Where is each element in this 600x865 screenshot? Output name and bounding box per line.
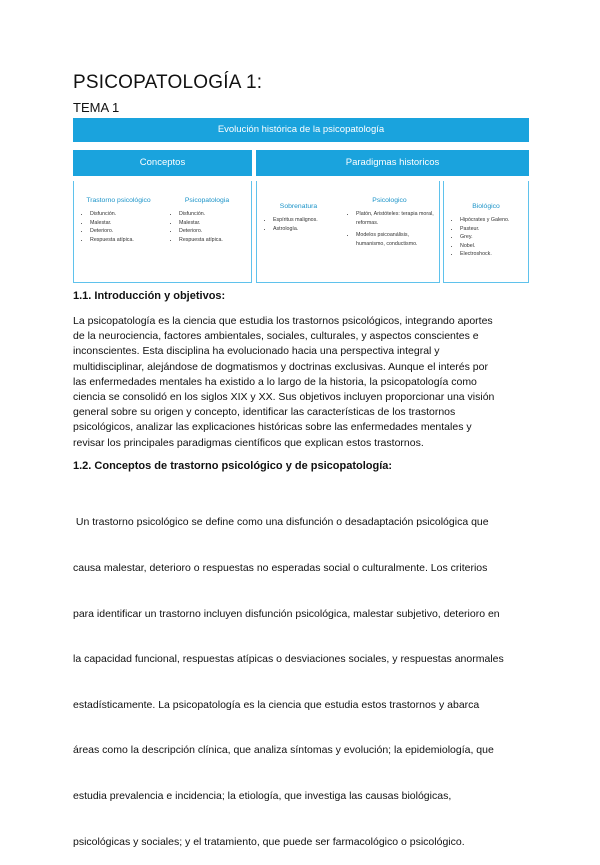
text-line: inconscientes. Esta disciplina ha evolucionado hacia una perspectiva integral y <box>73 345 440 358</box>
text-line: psicológicos, analizar las explicaciones históricas sobre las enfermedades mentales y <box>73 421 472 434</box>
list-item: • Pasteur. <box>460 225 528 234</box>
list-item: • Grey. <box>460 233 528 242</box>
text-line: la capacidad funcional, respuestas atípicas o desviaciones sociales, y respuestas anormales <box>73 653 504 666</box>
page-title: PSICOPATOLOGÍA 1: <box>73 72 263 93</box>
paragraph-concepts <box>73 485 529 865</box>
text-line: multidisciplinar, alejándose de dogmatismos y doctrinas exclusivas. Aunque el interés por <box>73 360 488 373</box>
list-item: • Electroshock. <box>460 250 528 259</box>
text-line: áreas como la descripción clínica, que analiza síntomas y evolución; la epidemiología, que <box>73 744 494 757</box>
list-item: • Modelos psicoanálisis, humanismo, conductismo. <box>356 231 439 248</box>
text-line: revisar los principales paradigmas científicos que explican estos trastornos. <box>73 436 424 449</box>
list-item: • Platón, Aristóteles: terapia moral, reformas. <box>356 210 439 227</box>
card-list <box>163 210 251 244</box>
text-line: general sobre su origen y concepto, identificar las características de los trastornos <box>73 406 456 419</box>
text-line: ciencia se consolidó en los siglos XIX y XX. Sus objetivos incluyen proporcionar una visión <box>73 391 495 404</box>
card-title: Trastorno psicológico <box>86 197 151 204</box>
text-line: estadísticamente. La psicopatología es la ciencia que estudia estos trastornos y abarca <box>73 698 480 711</box>
card-title: Psicopatologia <box>184 197 230 204</box>
page-subtitle: TEMA 1 <box>73 100 120 115</box>
list-item: • Nobel. <box>460 242 528 251</box>
text-line: psicológicas y sociales; y el tratamiento, que puede ser farmacológico o psicológico. <box>73 835 465 848</box>
history-diagram <box>73 118 529 284</box>
list-item: • Malestar. <box>179 219 251 228</box>
list-item: • Deterioro. <box>90 227 163 236</box>
card-trastorno <box>73 181 164 283</box>
text-line: estudia prevalencia e incidencia; la etiología, que investiga las causas biológicas, <box>73 790 452 803</box>
card-list <box>340 210 439 248</box>
diagram-paradigms-header: Paradigmas historicos <box>256 150 529 176</box>
section-heading-concepts: 1.2. Conceptos de trastorno psicológico y de psicopatología: <box>73 460 393 472</box>
text-line: de la neurociencia, factores ambientales, sociales, culturales, y aspectos conscientes e <box>73 330 479 343</box>
list-item: • Malestar. <box>90 219 163 228</box>
card-list <box>444 216 528 259</box>
card-psicopatologia <box>163 181 252 283</box>
list-item: • Respuesta atípica. <box>179 236 251 245</box>
card-list <box>74 210 163 244</box>
list-item: • Respuesta atípica. <box>90 236 163 245</box>
card-title: Sobrenatura <box>279 203 318 210</box>
text-line: para identificar un trastorno incluyen disfunción psicológica, malestar subjetivo, deterioro en <box>73 607 500 620</box>
diagram-concepts-header: Conceptos <box>73 150 252 176</box>
card-biologico <box>443 181 529 283</box>
card-psicologico <box>340 181 440 283</box>
card-title: Psicologico <box>372 197 407 204</box>
diagram-main-header: Evolución histórica de la psicopatología <box>73 118 529 142</box>
card-list <box>257 216 340 233</box>
paragraph-intro <box>73 314 529 451</box>
card-sobrenatura <box>256 181 341 283</box>
list-item: • Disfunción. <box>179 210 251 219</box>
card-title: Biológico <box>472 203 500 210</box>
list-item: • Deterioro. <box>179 227 251 236</box>
section-heading-intro: 1.1. Introducción y objetivos: <box>73 290 226 302</box>
list-item: • Hipócrates y Galeno. <box>460 216 528 225</box>
text-line: causa malestar, deterioro o respuestas no esperadas social o culturalmente. Los criterios <box>73 562 488 575</box>
list-item: • Disfunción. <box>90 210 163 219</box>
list-item: • Astrología. <box>273 225 340 234</box>
text-line: las enfermedades mentales ha existido a lo largo de la historia, la psicopatología como <box>73 375 477 388</box>
text-line: Un trastorno psicológico se define como una disfunción o desadaptación psicológica que <box>73 516 489 529</box>
text-line: La psicopatología es la ciencia que estudia los trastornos psicológicos, integrando aportes <box>73 315 493 327</box>
list-item: • Espíritus malignos. <box>273 216 340 225</box>
